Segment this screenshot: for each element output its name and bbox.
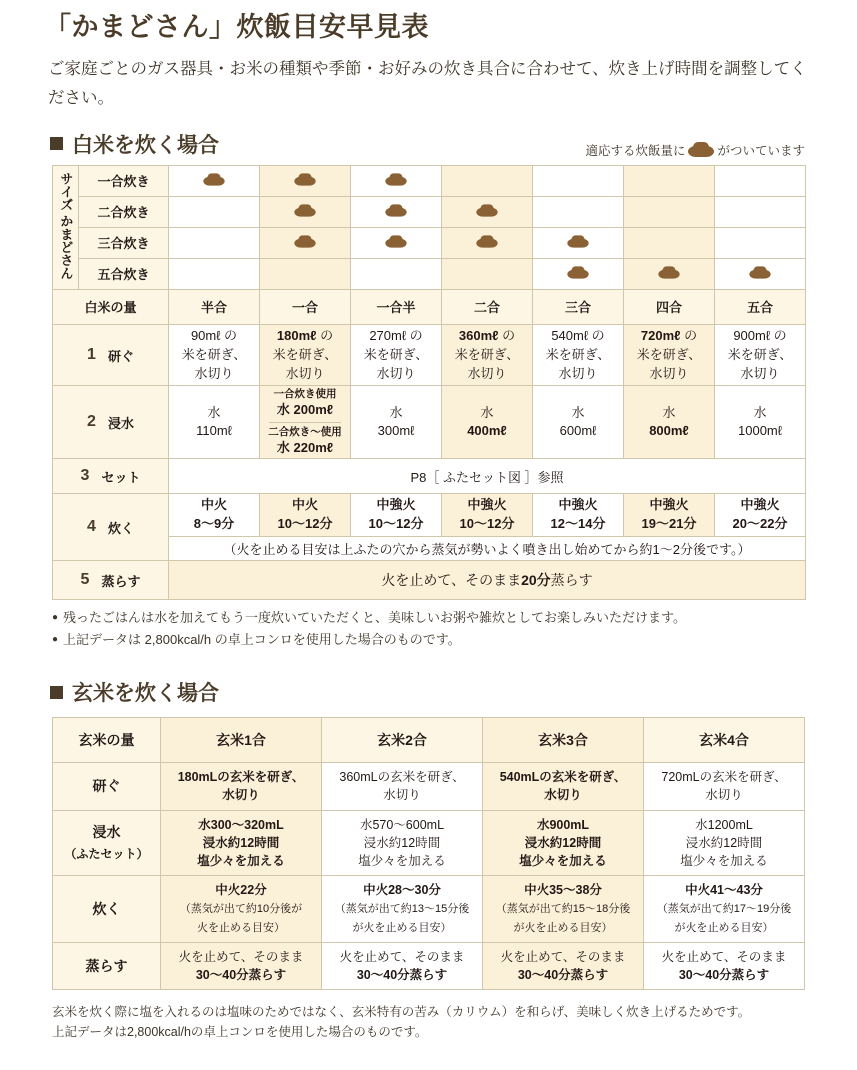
cell-soak-1 [260,386,351,459]
amount-col-3: 二合 [442,289,533,324]
cell-cook-3: 中強火 10〜12分 [442,494,533,537]
mark-cell [533,165,624,196]
kamado-size-label: サイズ かまどさん [58,172,74,280]
mark-cell [260,227,351,258]
brown-cell-1-1: 水570〜600mL 浸水約12時間 塩少々を加える [322,810,483,875]
amount-col-4: 三合 [533,289,624,324]
square-bullet-icon [50,137,63,150]
mark-cell [260,258,351,289]
mark-cell [169,227,260,258]
amount-header-row [53,289,806,324]
brown-row-label-1: 浸水 （ふたセット） [53,810,161,875]
mark-cell [260,196,351,227]
brown-cell-2-3: 中火41〜43分 （蒸気が出て約17〜19分後 が火を止める目安） [644,875,805,942]
mark-cell [624,196,715,227]
brown-row-soak [53,810,805,875]
step-number-5: 5 [80,571,90,589]
brown-header-0: 玄米の量 [53,718,161,763]
cell-soak-5: 水 800mℓ [624,386,715,459]
footer-note-1: 上記データは2,800kcal/hの卓上コンロを使用した場合のものです。 [52,1025,428,1040]
brown-row-wash [53,763,805,810]
step-row-cook [53,494,806,537]
brown-row-label-2: 炊く [53,875,161,942]
mark-cell [715,258,806,289]
cell-wash-3: 360mℓ の 米を研ぎ、 水切り [442,324,533,386]
step-name-3: セット [101,469,141,485]
brown-cell-3-1: 火を止めて、そのまま 30〜40分蒸らす [322,942,483,989]
pot-legend-text-b: がついています [717,143,805,158]
mark-cell [624,227,715,258]
soak-sub-label-1: 一合炊き使用 [273,388,337,401]
brown-cell-2-1: 中火28〜30分 （蒸気が出て約13〜15分後 が火を止める目安） [322,875,483,942]
brown-cell-0-0: 180mLの玄米を研ぎ、 水切り [161,763,322,810]
step-number-3: 3 [80,467,90,485]
brown-row-label-0: 研ぐ [53,763,161,810]
step-row-rest [53,561,806,600]
pot-legend [585,141,805,159]
brown-rice-heading-label: 玄米を炊く場合 [72,682,219,706]
table-row [53,165,806,196]
step-name-5: 蒸らす [101,573,141,589]
mark-cell [442,227,533,258]
cook-footnote: （火を止める目安は上ふたの穴から蒸気が勢いよく噴き出し始めてから約1〜2分後です。） [169,537,806,561]
mark-cell [624,165,715,196]
size-marker-rows [53,165,806,599]
cell-cook-0: 中火 8〜9分 [169,494,260,537]
mark-cell [169,258,260,289]
amount-col-6: 五合 [715,289,806,324]
size-row-label-0: 一合炊き [79,165,169,196]
mark-cell [351,165,442,196]
cell-wash-1: 180mℓ の 米を研ぎ、 水切り [260,324,351,386]
page-title: 「かまどさん」炊飯目安早見表 [44,12,429,42]
brown-header-1: 玄米1合 [161,718,322,763]
cell-wash-2: 270mℓ の 米を研ぎ、 水切り [351,324,442,386]
brown-cell-1-3: 水1200mL 浸水約12時間 塩少々を加える [644,810,805,875]
step-row-soak [53,386,806,459]
mark-cell [351,258,442,289]
soak-sub-2 [261,426,349,457]
brown-cell-3-2: 火を止めて、そのまま 30〜40分蒸らす [483,942,644,989]
step-label-2 [53,386,169,459]
step-name-2: 浸水 [107,415,134,431]
brown-header-row [53,718,805,763]
step-label-5 [53,561,169,600]
step-number-2: 2 [87,413,96,431]
cell-cook-4: 中強火 12〜14分 [533,494,624,537]
cell-wash-6: 900mℓ の 米を研ぎ、 水切り [715,324,806,386]
cell-cook-6: 中強火 20〜22分 [715,494,806,537]
cell-wash-4: 540mℓ の 米を研ぎ、 水切り [533,324,624,386]
table-row [53,227,806,258]
amount-header-label: 白米の量 [53,289,169,324]
brown-rice-table-wrap [52,717,805,990]
cell-cook-1: 中火 10〜12分 [260,494,351,537]
kamado-size-vertical-header [53,165,79,289]
step-row-wash [53,324,806,386]
brown-row-rest [53,942,805,989]
cell-cook-5: 中強火 19〜21分 [624,494,715,537]
brown-header-3: 玄米3合 [483,718,644,763]
cell-rest-merged: 火を止めて、そのまま20分蒸らす [169,561,806,600]
brown-cell-0-3: 720mLの玄米を研ぎ、 水切り [644,763,805,810]
mark-cell [715,196,806,227]
cell-wash-0: 90mℓ の 米を研ぎ、 水切り [169,324,260,386]
amount-col-2: 一合半 [351,289,442,324]
brown-header-2: 玄米2合 [322,718,483,763]
table-row [53,258,806,289]
mark-cell [442,258,533,289]
mark-cell [533,258,624,289]
brown-rice-table [52,717,805,990]
brown-cell-2-0: 中火22分 （蒸気が出て約10分後が 火を止める目安） [161,875,322,942]
cell-set-merged: P8［ ふたセット図 ］参照 [169,459,806,494]
mark-cell [442,165,533,196]
brown-row-cook [53,875,805,942]
brown-header-4: 玄米4合 [644,718,805,763]
mark-cell [624,258,715,289]
footer-note-0: 玄米を炊く際に塩を入れるのは塩味のためではなく、玄米特有の苦み（カリウム）を和らげ、美味しく炊き上げるためです。 [52,1005,751,1020]
size-row-label-3: 五合炊き [79,258,169,289]
cell-soak-2: 水 300mℓ [351,386,442,459]
step-number-1: 1 [87,346,96,364]
bullet-0: ● 残ったごはんは水を加えてもう一度炊いていただくと、美味しいお粥や雑炊としてお楽しみいただけます。 [52,607,857,629]
mark-cell [169,165,260,196]
brown-cell-0-2: 540mLの玄米を研ぎ、 水切り [483,763,644,810]
soak-sub-1 [261,388,349,419]
table-row [53,196,806,227]
size-row-label-2: 三合炊き [79,227,169,258]
step-label-4 [53,494,169,561]
brown-row-label-3: 蒸らす [53,942,161,989]
amount-col-5: 四合 [624,289,715,324]
mark-cell [351,227,442,258]
step-row-set [53,459,806,494]
white-rice-table [52,165,806,600]
white-rice-heading-label: 白米を炊く場合 [72,133,219,157]
mark-cell [533,196,624,227]
brown-cell-3-3: 火を止めて、そのまま 30〜40分蒸らす [644,942,805,989]
soak-sub-value-2: 水 220mℓ [276,439,334,455]
brown-cell-2-2: 中火35〜38分 （蒸気が出て約15〜18分後 が火を止める目安） [483,875,644,942]
brown-rice-section-heading [50,677,857,707]
cell-cook-2: 中強火 10〜12分 [351,494,442,537]
soak-sub-label-2: 二合炊き〜使用 [268,425,342,438]
recipe-sheet [0,10,857,1042]
brown-cell-1-0: 水300〜320mL 浸水約12時間 塩少々を加える [161,810,322,875]
size-row-label-1: 二合炊き [79,196,169,227]
square-bullet-icon [50,686,63,699]
mark-cell [715,227,806,258]
step-label-3 [53,459,169,494]
step-name-4: 炊く [107,520,134,536]
footer-notes [52,1002,857,1042]
white-rice-table-wrap [52,165,805,600]
mark-cell [533,227,624,258]
cell-soak-0: 水 110mℓ [169,386,260,459]
step-name-1: 研ぐ [107,348,134,364]
soak-sub-value-1: 水 200mℓ [276,402,334,418]
cell-soak-3: 水 400mℓ [442,386,533,459]
bullet-1: ● 上記データは 2,800kcal/h の卓上コンロを使用した場合のものです。 [52,629,857,651]
amount-col-1: 一合 [260,289,351,324]
pot-icon [688,142,714,157]
brown-cell-3-0: 火を止めて、そのまま 30〜40分蒸らす [161,942,322,989]
mark-cell [351,196,442,227]
step-label-1 [53,324,169,386]
cell-soak-6: 水 1000mℓ [715,386,806,459]
mark-cell [715,165,806,196]
brown-cell-0-1: 360mLの玄米を研ぎ、 水切り [322,763,483,810]
step-number-4: 4 [87,518,96,536]
amount-col-0: 半合 [169,289,260,324]
cell-wash-5: 720mℓ の 米を研ぎ、 水切り [624,324,715,386]
mark-cell [169,196,260,227]
pot-legend-text-a: 適応する炊飯量に [585,143,686,158]
brown-cell-1-2: 水900mL 浸水約12時間 塩少々を加える [483,810,644,875]
mark-cell [260,165,351,196]
white-rice-bullets [52,607,857,651]
mark-cell [442,196,533,227]
cell-soak-4: 水 600mℓ [533,386,624,459]
intro-text: ご家庭ごとのガス器具・お米の種類や季節・お好みの炊き具合に合わせて、炊き上げ時間を調整してください。 [48,60,807,107]
